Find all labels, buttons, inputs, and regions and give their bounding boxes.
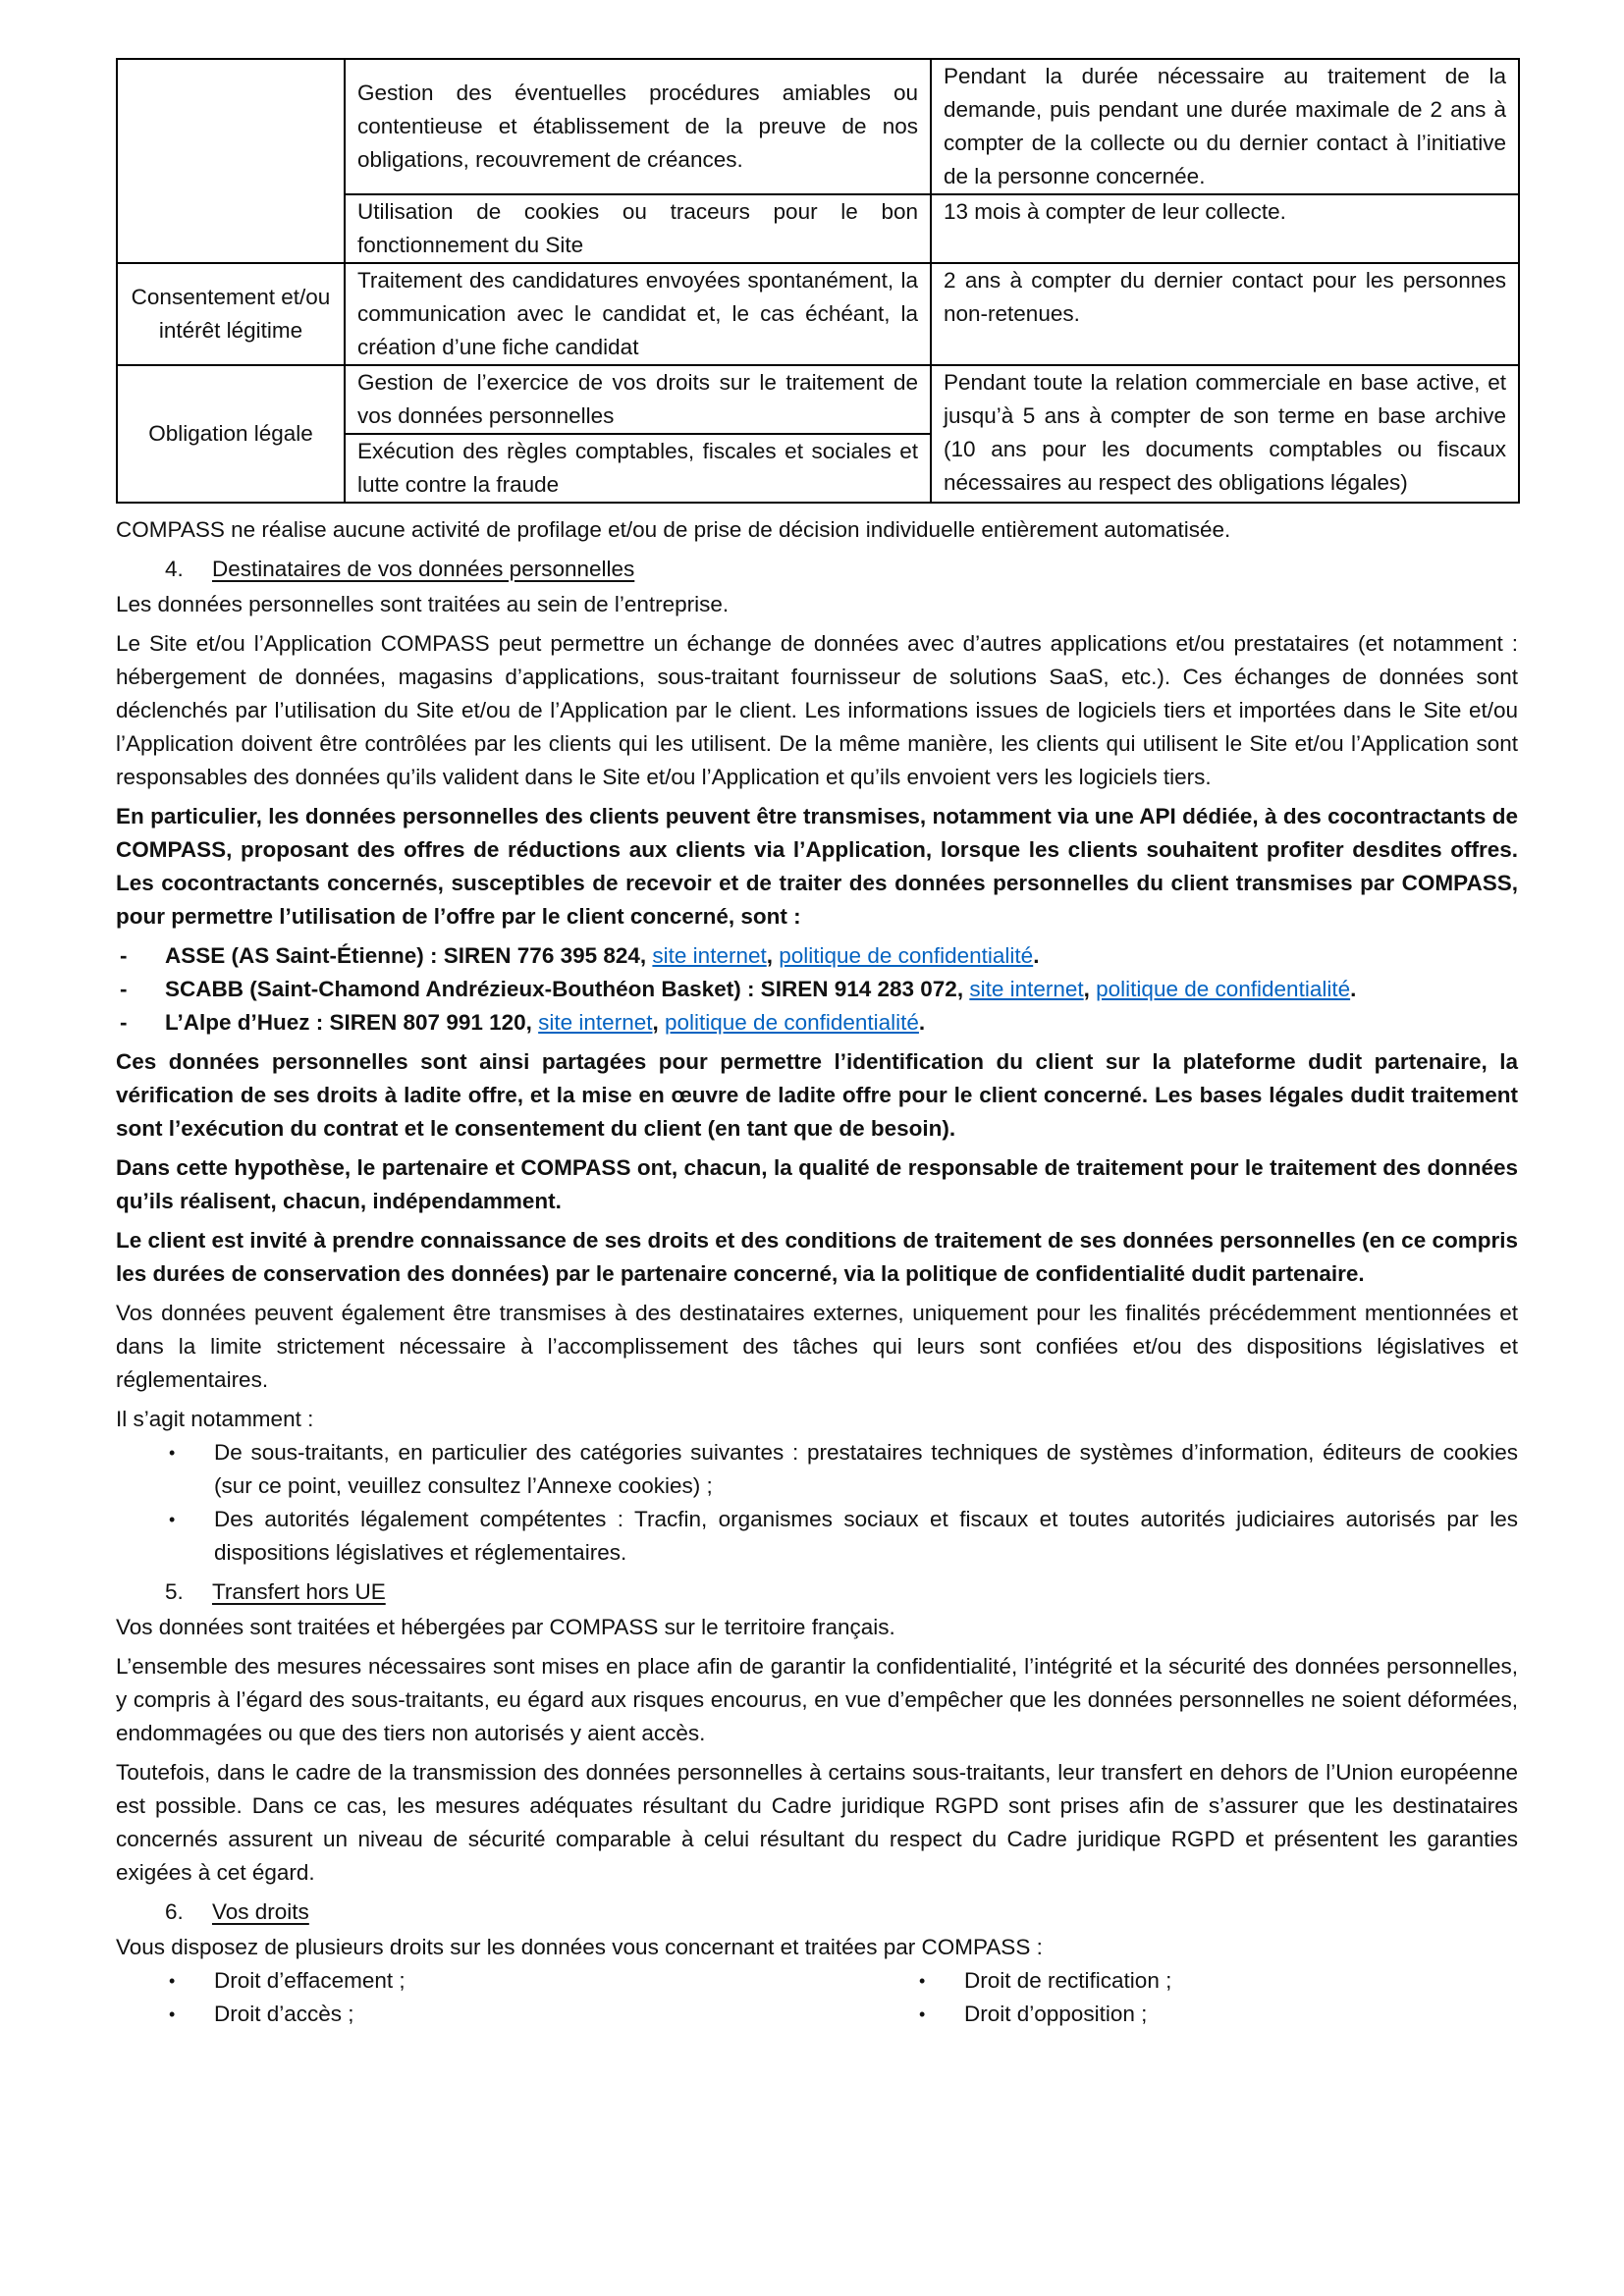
paragraph: Le Site et/ou l’Application COMPASS peut permettre un échange de données avec d’autres applications et/ou prestataires (et notamment : hébergement de données, magasins d’applications, sous-traitant fournisseur de solutions SaaS, etc.). Ces échanges de données sont déclenchés par l’utilisation du Site et/ou de l’Application par le client. Les informations issues de logiciels tiers et importées dans le Site et/ou l’Application doivent être contrôlées par les clients qui les utilisent. De la même manière, les clients qui utilisent le Site et/ou l’Application sont responsables des données qu’ils valident dans le Site et/ou l’Application et qu’ils envoient vers les logiciels tiers. [116, 631, 1518, 789]
list-item [116, 1998, 866, 2031]
period: . [1033, 943, 1040, 968]
duration-cell: Pendant toute la relation commerciale en base active, et jusqu’à 5 ans à compter de son terme en base archive (10 ans pour les documents comptables ou fiscaux nécessaires au respect des obligations légales) [931, 365, 1519, 503]
partner-website-link[interactable]: site internet [652, 943, 767, 968]
retention-table [116, 58, 1520, 504]
paragraph: Toutefois, dans le cadre de la transmission des données personnelles à certains sous-traitants, leur transfert en dehors de l’Union européenne est possible. Dans ce cas, les mesures adéquates résultant du Cadre juridique RGPD sont prises afin de s’assurer que les destinataires concernés assurent un niveau de sécurité comparable à celui résultant du respect du Cadre juridique RGPD et présentent les garanties exigées à cet égard. [116, 1760, 1518, 1885]
list-item-text: Droit d’opposition ; [964, 2002, 1148, 2026]
section-number: 6. [165, 1899, 184, 1924]
separator: , [652, 1010, 665, 1035]
paragraph: Les données personnelles sont traitées au sein de l’entreprise. [116, 592, 730, 616]
partner-item [116, 1006, 1518, 1040]
duration-cell: 2 ans à compter du dernier contact pour les personnes non-retenues. [931, 263, 1519, 365]
bullet-icon: • [169, 2004, 176, 2024]
list-item [116, 1436, 1518, 1503]
section-heading-6 [116, 1896, 1518, 1929]
partner-privacy-link[interactable]: politique de confidentialité [779, 943, 1034, 968]
recipient-list [116, 1436, 1518, 1570]
duration-cell: Pendant la durée nécessaire au traitement de la demande, puis pendant une durée maximale de 2 ans à compter de la collecte ou du dernier contact à l’initiative de la personne concernée. [931, 59, 1519, 194]
list-item-text: Droit de rectification ; [964, 1968, 1172, 1993]
bullet-icon: • [919, 1971, 926, 1991]
rights-list [116, 1964, 1518, 2031]
purpose-cell: Gestion de l’exercice de vos droits sur le traitement de vos données personnelles [345, 365, 931, 434]
partner-text: SCABB (Saint-Chamond Andrézieux-Bouthéon Basket) : SIREN 914 283 072, [165, 977, 970, 1001]
paragraph: Il s’agit notamment : [116, 1407, 314, 1431]
bullet-icon: • [169, 1971, 176, 1991]
paragraph-bold: Dans cette hypothèse, le partenaire et COMPASS ont, chacun, la qualité de responsable de traitement pour le traitement des données qu’ils réalisent, chacun, indépendamment. [116, 1155, 1518, 1213]
paragraph-bold: En particulier, les données personnelles des clients peuvent être transmises, notamment via une API dédiée, à des cocontractants de COMPASS, proposant des offres de réductions aux clients via l’Application, lorsque les clients souhaitent profiter desdites offres. Les cocontractants concernés, susceptibles de recevoir et de traiter des données personnelles du client transmises par COMPASS, pour permettre l’utilisation de l’offre par le client concerné, sont : [116, 804, 1518, 929]
table-row [117, 263, 1519, 365]
partner-website-link[interactable]: site internet [538, 1010, 653, 1035]
partner-item [116, 939, 1518, 973]
partner-text: ASSE (AS Saint-Étienne) : SIREN 776 395 824, [165, 943, 653, 968]
legal-basis-cell [117, 59, 345, 263]
paragraph: Vos données peuvent également être transmises à des destinataires externes, uniquement pour les finalités précédemment mentionnées et dans la limite strictement nécessaire à l’accomplissement des tâches qui leurs sont confiées et/ou des dispositions législatives et réglementaires. [116, 1301, 1518, 1392]
list-item-text: De sous-traitants, en particulier des catégories suivantes : prestataires techniques de systèmes d’information, éditeurs de cookies (sur ce point, veuillez consultez l’Annexe cookies) ; [214, 1440, 1518, 1498]
section-title: Transfert hors UE [212, 1579, 386, 1604]
separator: , [1083, 977, 1097, 1001]
list-item [116, 1503, 1518, 1570]
partner-text: L’Alpe d’Huez : SIREN 807 991 120, [165, 1010, 539, 1035]
section-heading-4 [116, 553, 1518, 586]
partner-privacy-link[interactable]: politique de confidentialité [1096, 977, 1351, 1001]
paragraph: Vos données sont traitées et hébergées par COMPASS sur le territoire français. [116, 1615, 895, 1639]
list-item-text: Droit d’accès ; [214, 2002, 354, 2026]
duration-cell: 13 mois à compter de leur collecte. [931, 194, 1519, 263]
separator: , [766, 943, 780, 968]
legal-basis-cell: Consentement et/ou intérêt légitime [117, 263, 345, 365]
section-number: 5. [165, 1579, 184, 1604]
purpose-cell: Utilisation de cookies ou traceurs pour le bon fonctionnement du Site [345, 194, 931, 263]
table-row [117, 365, 1519, 434]
period: . [1350, 977, 1357, 1001]
section-heading-5 [116, 1575, 1518, 1609]
section-title: Destinataires de vos données personnelles [212, 557, 635, 581]
list-item-text: Droit d’effacement ; [214, 1968, 406, 1993]
partner-item [116, 973, 1518, 1006]
bullet-icon: • [919, 2004, 926, 2024]
dash-marker: - [120, 1010, 128, 1035]
bullet-icon: • [169, 1443, 176, 1463]
list-item [116, 1964, 866, 1998]
partner-list [116, 939, 1518, 1040]
section-number: 4. [165, 557, 184, 581]
legal-basis-cell: Obligation légale [117, 365, 345, 503]
purpose-cell: Exécution des règles comptables, fiscales et sociales et lutte contre la fraude [345, 434, 931, 503]
list-item-text: Des autorités légalement compétentes : Tracfin, organismes sociaux et fiscaux et toutes autorités judiciaires autorisés par les dispositions législatives et réglementaires. [214, 1507, 1518, 1565]
paragraph: L’ensemble des mesures nécessaires sont mises en place afin de garantir la confidentialité, l’intégrité et la sécurité des données personnelles, y compris à l’égard des sous-traitants, eu égard aux risques encourus, en vue d’empêcher que les données personnelles ne soient déformées, endommagées ou que des tiers non autorisés y aient accès. [116, 1654, 1518, 1745]
table-row [117, 59, 1519, 194]
bullet-icon: • [169, 1510, 176, 1529]
paragraph: Vous disposez de plusieurs droits sur les données vous concernant et traitées par COMPASS : [116, 1935, 1043, 1959]
purpose-cell: Gestion des éventuelles procédures amiables ou contentieuse et établissement de la preuve de nos obligations, recouvrement de créances. [345, 59, 931, 194]
document-page [116, 58, 1518, 2031]
paragraph-bold: Ces données personnelles sont ainsi partagées pour permettre l’identification du client sur la plateforme dudit partenaire, la vérification de ses droits à ladite offre, et la mise en œuvre de ladite offre pour le client concerné. Les bases légales dudit traitement sont l’exécution du contrat et le consentement du client (en tant que de besoin). [116, 1049, 1518, 1141]
list-item [866, 1998, 1518, 2031]
period: . [918, 1010, 926, 1035]
partner-privacy-link[interactable]: politique de confidentialité [664, 1010, 919, 1035]
partner-website-link[interactable]: site internet [969, 977, 1084, 1001]
list-item [866, 1964, 1518, 1998]
section-title: Vos droits [212, 1899, 309, 1924]
dash-marker: - [120, 943, 128, 968]
profiling-note: COMPASS ne réalise aucune activité de profilage et/ou de prise de décision individuelle entièrement automatisée. [116, 517, 1231, 542]
purpose-cell: Traitement des candidatures envoyées spontanément, la communication avec le candidat et, le cas échéant, la création d’une fiche candidat [345, 263, 931, 365]
dash-marker: - [120, 977, 128, 1001]
paragraph-bold: Le client est invité à prendre connaissance de ses droits et des conditions de traitement de ses données personnelles (en ce compris les durées de conservation des données) par le partenaire concerné, via la politique de confidentialité dudit partenaire. [116, 1228, 1518, 1286]
